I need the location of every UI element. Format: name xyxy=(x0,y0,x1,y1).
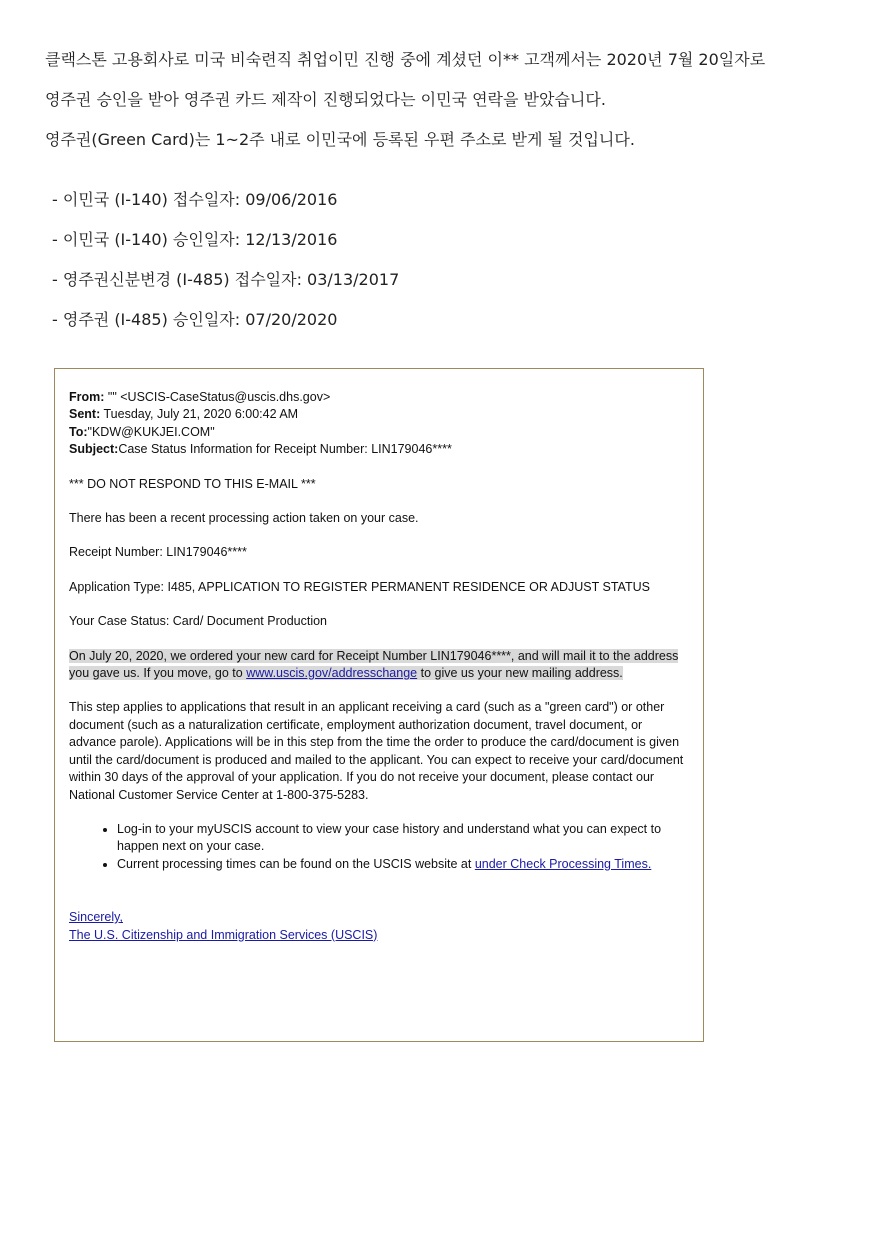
intro-text xyxy=(45,40,865,160)
email-screenshot xyxy=(54,368,704,1042)
subject-label: Subject: xyxy=(69,442,119,457)
timeline-item: - 영주권신분변경 (I-485) 접수일자: 03/13/2017 xyxy=(52,270,400,289)
info-bullet-list xyxy=(69,821,689,873)
email-body xyxy=(69,389,689,944)
intro-line-2: 영주권 승인을 받아 영주권 카드 제작이 진행되었다는 이민국 연락을 받았습니다. xyxy=(45,90,606,109)
application-type: Application Type: I485, APPLICATION TO REGISTER PERMANENT RESIDENCE OR ADJUST STATUS xyxy=(69,579,650,594)
processing-times-link[interactable]: under Check Processing Times. xyxy=(474,856,652,871)
highlight-text-2: to give us your new mailing address. xyxy=(417,666,623,681)
bullet-item xyxy=(117,821,689,856)
to-label: To: xyxy=(69,424,88,439)
bullet-item xyxy=(117,856,689,873)
sincerely-link[interactable]: Sincerely, xyxy=(69,910,123,925)
from-label: From: xyxy=(69,390,105,404)
step-explanation: This step applies to applications that result in an applicant receiving a card (such as a "green card") or other document (such as a naturalization certificate, employment authorization document, travel document, or advance parole). Applications will be in this step from the time the order to produce the card/document is given until the card/document is produced and mailed to the applicant. You can expect to receive your card/document within 30 days of the approval of your application. If you do not receive your document, please contact our National Customer Service Center at 1-800-375-5283. xyxy=(69,700,684,802)
sent-value: Tuesday, July 21, 2020 6:00:42 AM xyxy=(100,407,299,422)
case-status: Your Case Status: Card/ Document Production xyxy=(69,614,328,629)
do-not-respond-notice: *** DO NOT RESPOND TO THIS E-MAIL *** xyxy=(69,476,316,491)
highlighted-paragraph xyxy=(69,648,689,683)
bullet-text: Log-in to your myUSCIS account to view your case history and understand what you can expect to happen next on your case. xyxy=(117,821,662,854)
intro-line-3: 영주권(Green Card)는 1~2주 내로 이민국에 등록된 우편 주소로 받게 될 것입니다. xyxy=(45,130,635,149)
uscis-signature-link[interactable]: The U.S. Citizenship and Immigration Services (USCIS) xyxy=(69,927,378,942)
timeline-item: - 영주권 (I-485) 승인일자: 07/20/2020 xyxy=(52,310,338,329)
from-value: "" <USCIS-CaseStatus@uscis.dhs.gov> xyxy=(104,390,331,404)
address-change-link[interactable]: www.uscis.gov/addresschange xyxy=(246,666,418,681)
bullet-text: Current processing times can be found on the USCIS website at xyxy=(117,856,475,871)
timeline-item: - 이민국 (I-140) 접수일자: 09/06/2016 xyxy=(52,190,338,209)
sent-label: Sent: xyxy=(69,407,101,422)
email-from xyxy=(69,389,689,406)
subject-value: Case Status Information for Receipt Number: LIN179046**** xyxy=(118,442,452,457)
email-subject xyxy=(69,441,689,458)
intro-line-1: 클랙스톤 고용회사로 미국 비숙련직 취업이민 진행 중에 계셨던 이** 고객께서는 2020년 7월 20일자로 xyxy=(45,50,766,69)
recent-action-text: There has been a recent processing action taken on your case. xyxy=(69,511,419,526)
to-value: "KDW@KUKJEI.COM" xyxy=(87,424,215,439)
email-to xyxy=(69,424,689,441)
email-sent xyxy=(69,406,689,423)
case-timeline xyxy=(52,180,399,340)
timeline-item: - 이민국 (I-140) 승인일자: 12/13/2016 xyxy=(52,230,338,249)
email-header xyxy=(69,389,689,459)
signature-block xyxy=(69,909,689,944)
highlight-text-1: On July 20, 2020, we ordered your new card for Receipt Number LIN179046****, and will mail it to the address you gave us. If you move, go to xyxy=(69,648,679,681)
receipt-number: Receipt Number: LIN179046**** xyxy=(69,545,247,560)
